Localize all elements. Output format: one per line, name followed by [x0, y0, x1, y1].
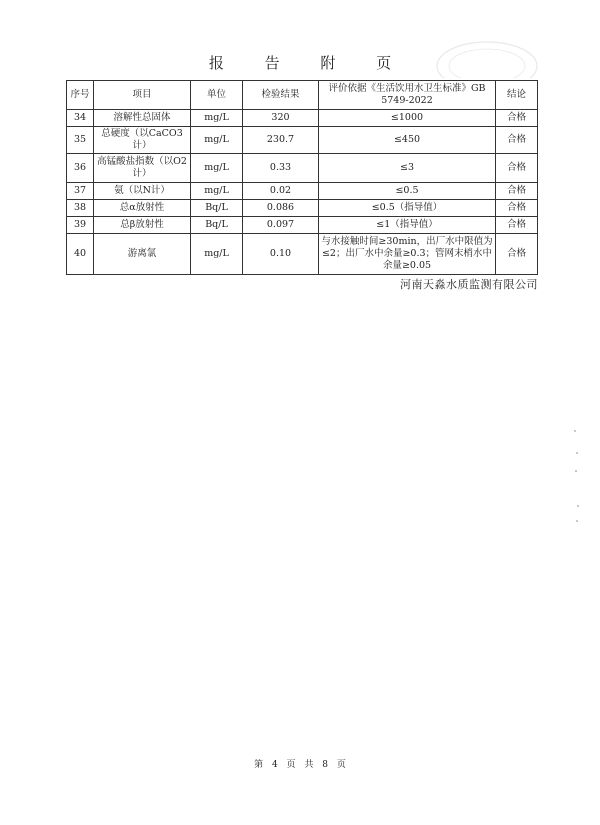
cell-item: 游离氯 [94, 234, 191, 275]
report-table [66, 80, 538, 275]
cell-item: 总硬度（以CaCO3计） [94, 127, 191, 154]
cell-standard: ≤0.5（指导值） [319, 200, 496, 217]
table-row [67, 183, 538, 200]
cell-item: 氨（以N计） [94, 183, 191, 200]
cell-unit: Bq/L [191, 200, 243, 217]
table-row [67, 127, 538, 154]
table-row [67, 110, 538, 127]
table-header-row [67, 81, 538, 110]
table-row [67, 234, 538, 275]
cell-conclusion: 合格 [496, 110, 538, 127]
cell-no: 36 [67, 154, 94, 183]
cell-unit: mg/L [191, 183, 243, 200]
cell-result: 230.7 [243, 127, 319, 154]
cell-no: 35 [67, 127, 94, 154]
header-unit: 单位 [191, 81, 243, 110]
cell-item: 高锰酸盐指数（以O2计） [94, 154, 191, 183]
header-result: 检验结果 [243, 81, 319, 110]
table-row [67, 200, 538, 217]
header-item: 项目 [94, 81, 191, 110]
company-name: 河南天淼水质监测有限公司 [400, 278, 538, 291]
cell-standard: ≤450 [319, 127, 496, 154]
header-standard: 评价依据《生活饮用水卫生标准》GB 5749-2022 [319, 81, 496, 110]
cell-unit: mg/L [191, 154, 243, 183]
cell-conclusion: 合格 [496, 154, 538, 183]
cell-unit: mg/L [191, 127, 243, 154]
cell-unit: Bq/L [191, 217, 243, 234]
cell-item: 溶解性总固体 [94, 110, 191, 127]
cell-result: 0.086 [243, 200, 319, 217]
header-conclusion: 结论 [496, 81, 538, 110]
cell-result: 0.33 [243, 154, 319, 183]
cell-item: 总β放射性 [94, 217, 191, 234]
table-row [67, 217, 538, 234]
page-title: 报 告 附 页 [208, 54, 410, 72]
cell-standard: ≤0.5 [319, 183, 496, 200]
cell-result: 320 [243, 110, 319, 127]
cell-conclusion: 合格 [496, 127, 538, 154]
header-no: 序号 [67, 81, 94, 110]
cell-conclusion: 合格 [496, 183, 538, 200]
cell-no: 40 [67, 234, 94, 275]
page-footer: 第 4 页 共 8 页 [254, 760, 346, 770]
cell-conclusion: 合格 [496, 217, 538, 234]
cell-no: 39 [67, 217, 94, 234]
cell-no: 37 [67, 183, 94, 200]
cell-standard: ≤1（指导值） [319, 217, 496, 234]
cell-standard: ≤1000 [319, 110, 496, 127]
cell-item: 总α放射性 [94, 200, 191, 217]
cell-unit: mg/L [191, 110, 243, 127]
cell-standard: 与水接触时间≥30min，出厂水中限值为≤2；出厂水中余量≥0.3；管网末梢水中余量≥0.05 [319, 234, 496, 275]
cell-result: 0.10 [243, 234, 319, 275]
cell-no: 34 [67, 110, 94, 127]
cell-result: 0.097 [243, 217, 319, 234]
cell-result: 0.02 [243, 183, 319, 200]
cell-standard: ≤3 [319, 154, 496, 183]
cell-unit: mg/L [191, 234, 243, 275]
cell-no: 38 [67, 200, 94, 217]
table-row [67, 154, 538, 183]
cell-conclusion: 合格 [496, 200, 538, 217]
cell-conclusion: 合格 [496, 234, 538, 275]
